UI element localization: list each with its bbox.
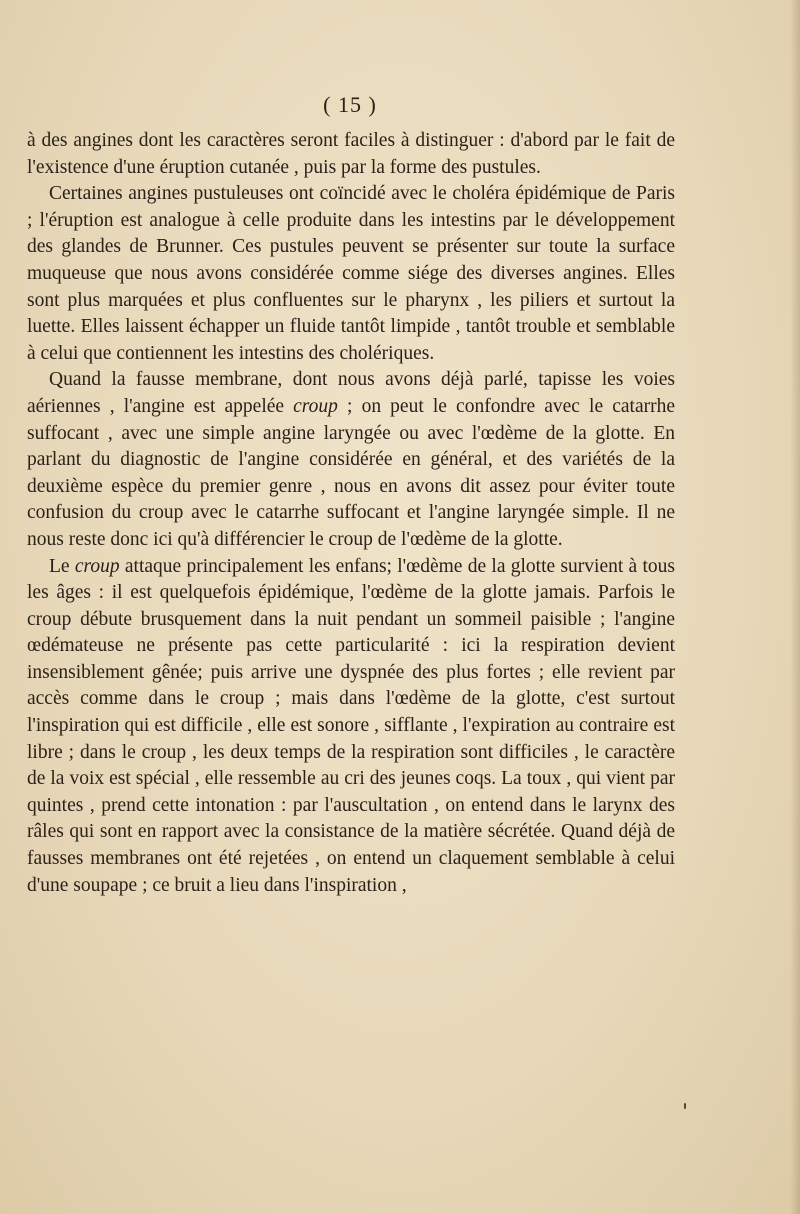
paragraph-p2 bbox=[27, 181, 675, 367]
paragraph-p3 bbox=[27, 367, 675, 553]
text-run: Le bbox=[49, 555, 75, 577]
italic-term: croup bbox=[293, 395, 338, 417]
italic-term: croup bbox=[74, 555, 120, 577]
paragraph-p4 bbox=[27, 554, 675, 900]
text-run: Certaines angines pustuleuses ont coïncidé avec le choléra épidémique de Paris ; l'éruption est analogue à celle produite dans les intestins par le développement des glandes de Brunner. Ces pustules peuvent se présenter sur toute la surface muqueuse que nous avons considérée comme siége des diverses angines. Elles sont plus marquées et plus confluentes sur le pharynx , les piliers et surtout la luette. Elles laissent échapper un fluide tantôt limpide , tantôt trouble et semblable à celui que contiennent les intestins des cholériques. bbox=[27, 183, 675, 364]
text-run: ; on peut le confondre avec le catarrhe suffocant , avec une simple angine laryngée ou avec l'œdème de la glotte. En parlant du diagnostic de l'angine considérée en général, et des variétés de la deuxième espèce du premier genre , nous en avons dit assez pour éviter toute confusion du croup avec le catarrhe suffocant et l'angine laryngée simple. Il ne nous reste donc ici qu'à différencier le croup de l'œdème de la glotte. bbox=[27, 395, 675, 550]
paragraph-p1 bbox=[27, 128, 675, 181]
page-number: ( 15 ) bbox=[323, 92, 377, 117]
paper-speck bbox=[684, 1103, 686, 1109]
body-text bbox=[27, 128, 675, 899]
text-run: à des angines dont les caractères seront faciles à distinguer : d'abord par le fait de l'existence d'une éruption cutanée , puis par la forme des pustules. bbox=[27, 130, 675, 178]
text-run: attaque principalement les enfans; l'œdème de la glotte survient à tous les âges : il est quelquefois épidémique, l'œdème de la glotte jamais. Parfois le croup débute brusquement dans la nuit pendant un sommeil paisible ; l'angine œdémateuse ne présente pas cette particularité : ici la respiration devient insensiblement gênée; puis arrive une dyspnée des plus fortes ; elle revient par accès comme dans le croup ; mais dans l'œdème de la glotte, c'est surtout l'inspiration qui est difficile , elle est sonore , sifflante , l'expiration au contraire est libre ; dans le croup , les deux temps de la respiration sont difficiles , le caractère de la voix est spécial , elle ressemble au cri des jeunes coqs. La toux , qui vient par quintes , prend cette intonation : par l'auscultation , on entend dans le larynx des râles qui sont en rapport avec la consistance de la matière sécrétée. Quand déjà de fausses membranes ont été rejetées , on entend un claquement semblable à celui d'une soupape ; ce bruit a lieu dans l'inspiration , bbox=[27, 555, 675, 896]
text-run: Quand la fausse membrane, dont nous avons déjà parlé, tapisse les voies aériennes , l'angine est appelée bbox=[27, 369, 675, 417]
page-edge-shadow bbox=[790, 0, 800, 1214]
